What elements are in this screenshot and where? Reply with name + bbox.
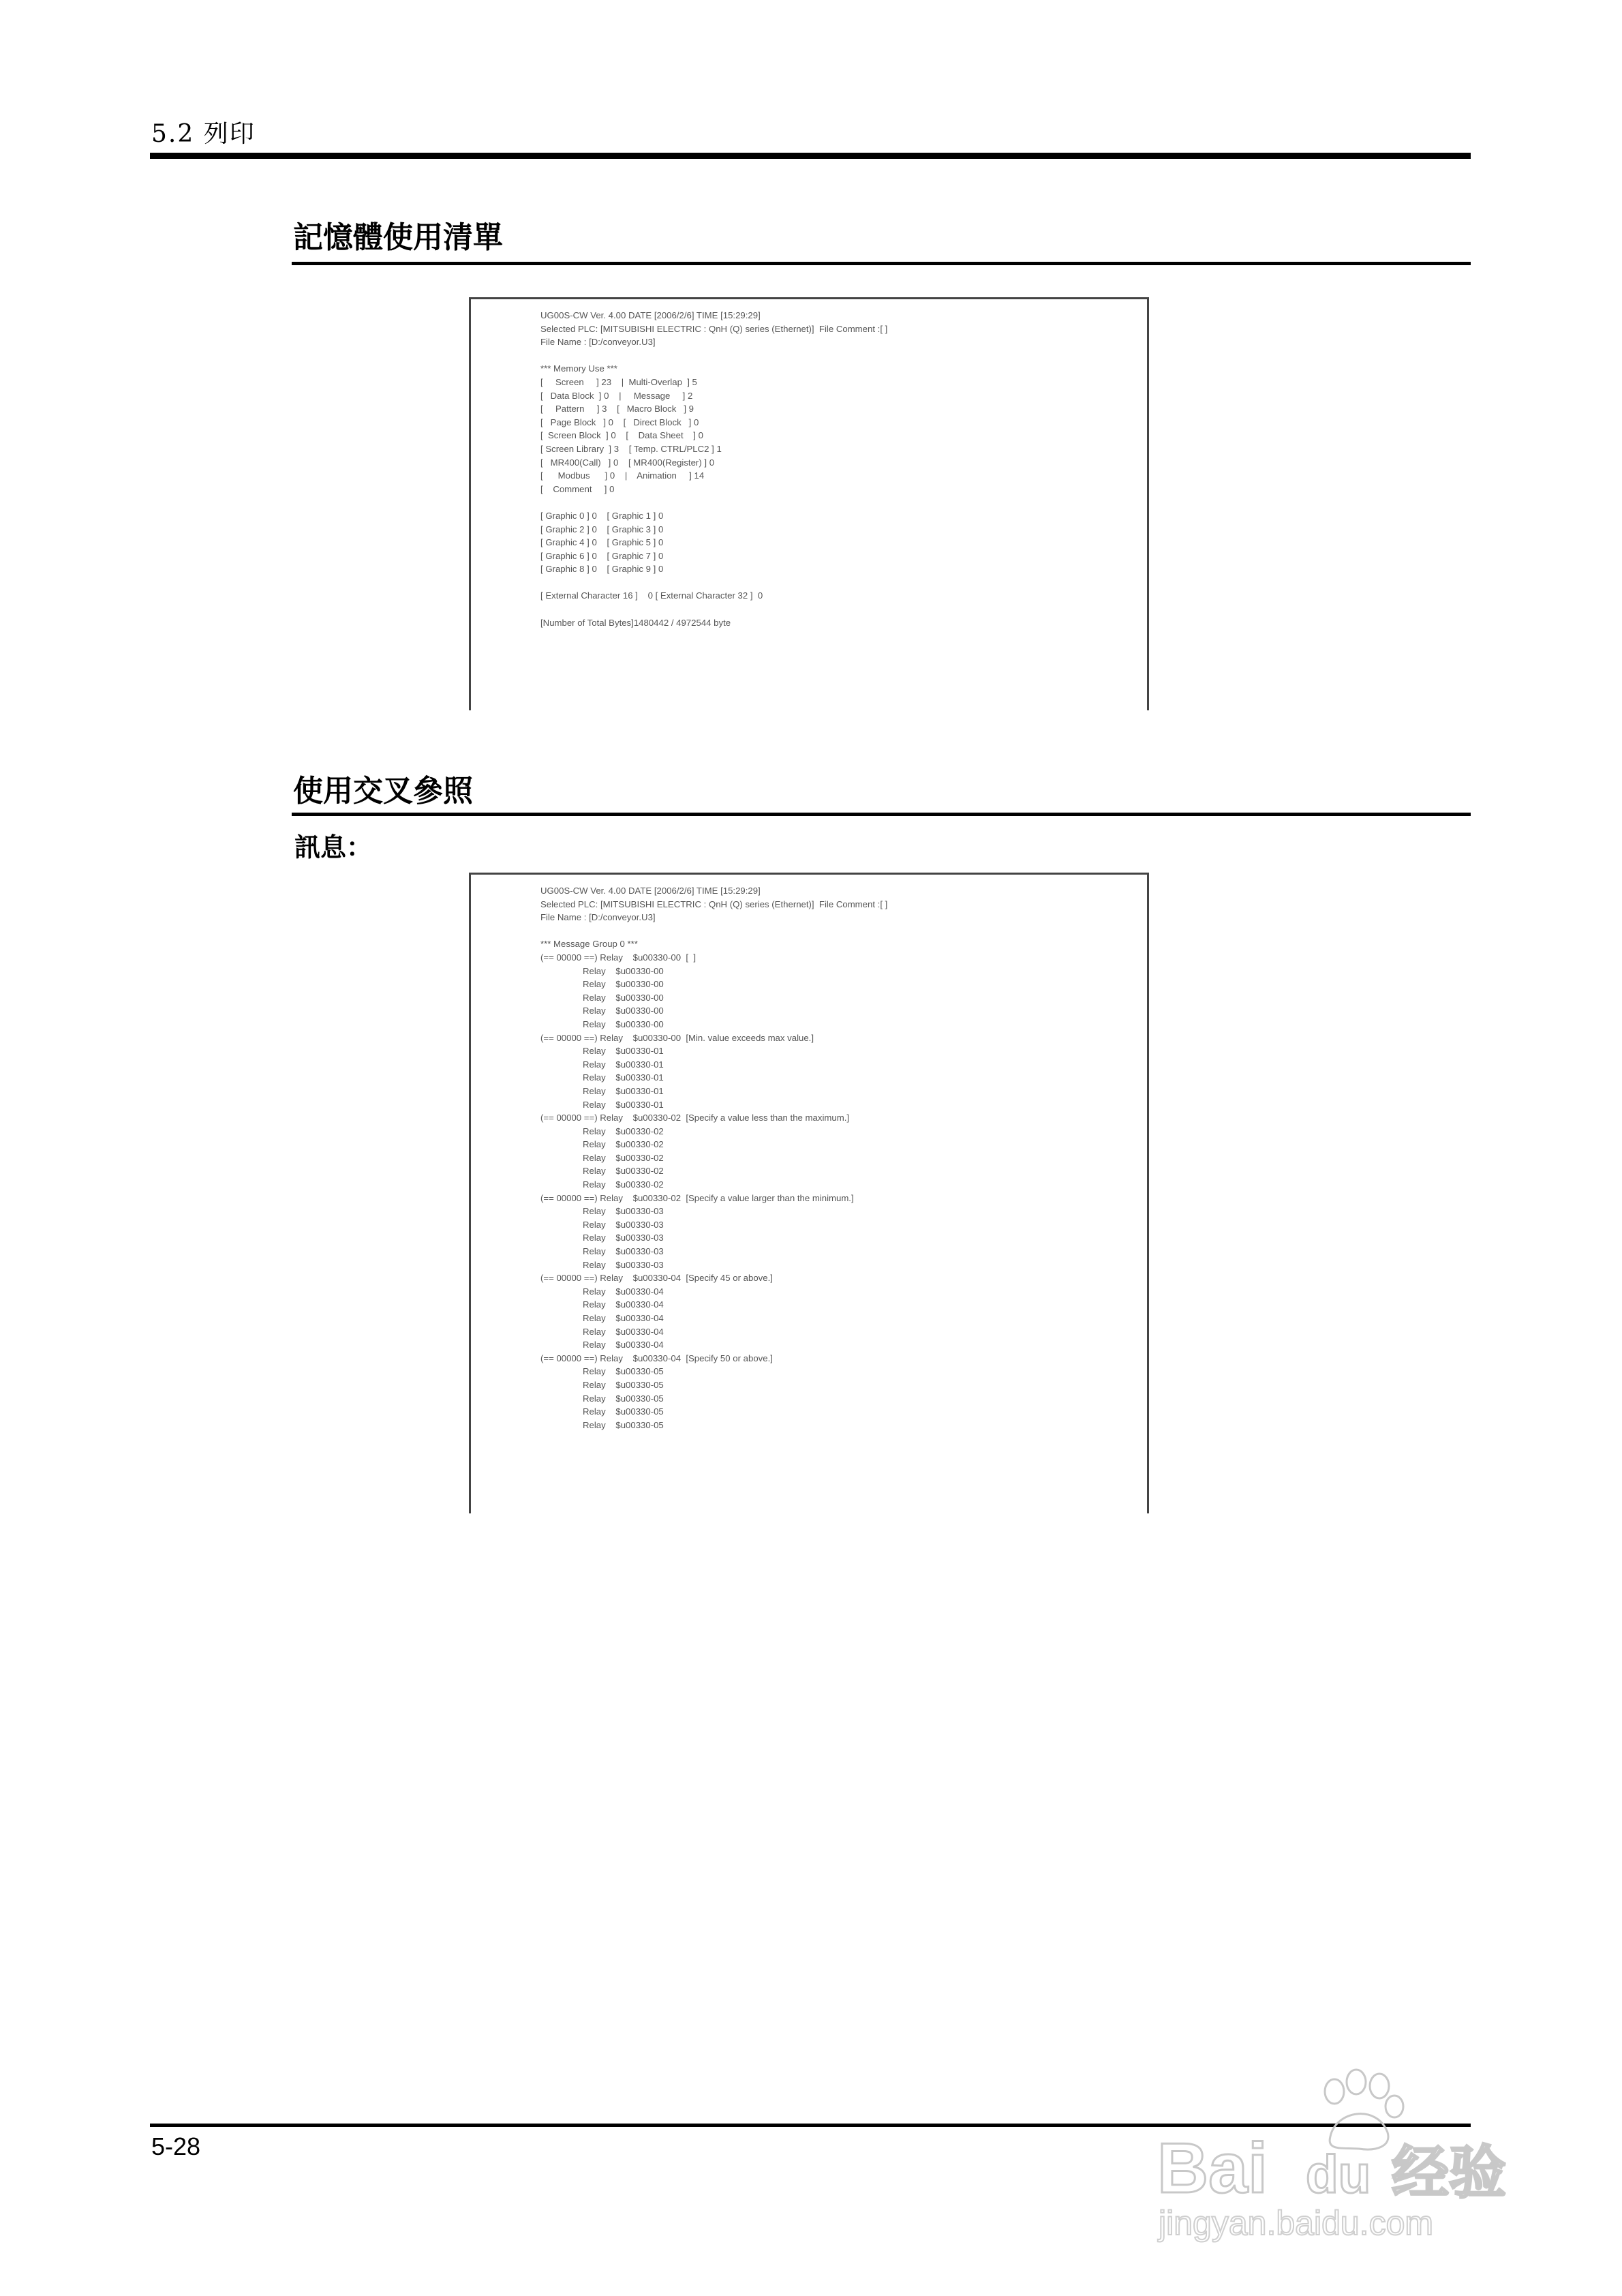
cross-reference-item: Relay $u00330-03 [583,1206,664,1217]
memory-list-line: [ Graphic 6 ] 0 [ Graphic 7 ] 0 [540,550,664,561]
cross-reference-item: Relay $u00330-03 [583,1259,664,1270]
svg-text:Bai: Bai [1157,2129,1268,2208]
page-number: 5-28 [151,2132,201,2160]
memory-list-text [540,309,1133,629]
message-sub-label: 訊息： [294,832,373,862]
cross-reference-item: Relay $u00330-04 [583,1313,664,1323]
cross-reference-item: Relay $u00330-00 [583,992,664,1003]
baidu-jingyan-watermark [1152,2056,1533,2247]
cross-reference-header-line: *** Message Group 0 *** [540,939,638,950]
memory-list-line: [ Page Block ] 0 [ Direct Block ] 0 [540,417,699,427]
cross-reference-item: Relay $u00330-02 [583,1126,664,1136]
cross-reference-item: Relay $u00330-01 [583,1085,664,1096]
cross-reference-header-line: Selected PLC: [MITSUBISHI ELECTRIC : QnH (Q) series (Ethernet)] File Comment :[ ] [540,898,888,909]
svg-text:du: du [1306,2144,1371,2204]
cross-reference-item: Relay $u00330-05 [583,1419,664,1430]
cross-reference-group-head: (== 00000 ==) Relay $u00330-02 [Specify a value less than the maximum.] [540,1113,850,1123]
cross-reference-item: Relay $u00330-03 [583,1219,664,1230]
memory-list-line: [ Data Block ] 0 | Message ] 2 [540,390,693,401]
cross-reference-item: Relay $u00330-02 [583,1179,664,1190]
memory-list-line: Selected PLC: [MITSUBISHI ELECTRIC : QnH (Q) series (Ethernet)] File Comment :[ ] [540,323,888,334]
memory-list-line: [ Comment ] 0 [540,483,615,494]
memory-list-line: [ Modbus ] 0 | Animation ] 14 [540,470,705,481]
cross-reference-group-head: (== 00000 ==) Relay $u00330-04 [Specify 45 or above.] [540,1273,773,1284]
cross-reference-group-head: (== 00000 ==) Relay $u00330-00 [Min. value exceeds max value.] [540,1032,814,1043]
memory-list-line: [ Screen Block ] 0 [ Data Sheet ] 0 [540,430,703,441]
header-rule [150,153,1471,159]
memory-list-line [540,576,1133,590]
memory-list-line: [ MR400(Call) ] 0 [ MR400(Register) ] 0 [540,457,715,468]
memory-list-line [540,603,1133,616]
memory-list-line: [ Graphic 8 ] 0 [ Graphic 9 ] 0 [540,564,664,575]
cross-reference-item: Relay $u00330-04 [583,1299,664,1310]
cross-reference-printout [469,873,1149,1513]
cross-reference-group-head: (== 00000 ==) Relay $u00330-02 [Specify a value larger than the minimum.] [540,1192,854,1203]
cross-reference-item: Relay $u00330-00 [583,1006,664,1016]
cross-reference-item: Relay $u00330-03 [583,1233,664,1243]
memory-list-line: [ Pattern ] 3 [ Macro Block ] 9 [540,404,694,414]
memory-list-line: File Name : [D:/conveyor.U3] [540,337,656,348]
cross-reference-item: Relay $u00330-00 [583,1018,664,1029]
svg-text:经验: 经验 [1392,2139,1507,2206]
cross-reference-item: Relay $u00330-05 [583,1379,664,1390]
cross-reference-item: Relay $u00330-03 [583,1246,664,1257]
memory-list-line: [ Graphic 0 ] 0 [ Graphic 1 ] 0 [540,510,664,521]
cross-reference-item: Relay $u00330-04 [583,1326,664,1337]
memory-list-line: [ External Character 16 ] 0 [ External Character 32 ] 0 [540,590,763,601]
memory-list-line: [ Graphic 4 ] 0 [ Graphic 5 ] 0 [540,537,664,548]
cross-reference-item: Relay $u00330-05 [583,1366,664,1377]
svg-text:jingyan.baidu.com: jingyan.baidu.com [1159,2204,1434,2242]
cross-reference-item: Relay $u00330-04 [583,1286,664,1297]
page-header-section: 5.2 列印 [151,120,256,148]
memory-list-line: [ Screen ] 23 | Multi-Overlap ] 5 [540,376,697,387]
cross-reference-title: 使用交叉參照 [293,774,473,809]
cross-reference-item: Relay $u00330-00 [583,965,664,976]
cross-reference-header-line: File Name : [D:/conveyor.U3] [540,912,656,923]
cross-reference-rule [292,813,1471,816]
memory-list-line: [Number of Total Bytes]1480442 / 4972544 byte [540,617,731,628]
cross-reference-item: Relay $u00330-01 [583,1099,664,1110]
cross-reference-header-line: UG00S-CW Ver. 4.00 DATE [2006/2/6] TIME [15:29:29] [540,886,761,896]
memory-list-rule [292,262,1471,265]
cross-reference-group-head: (== 00000 ==) Relay $u00330-00 [ ] [540,952,697,963]
memory-list-line [540,349,1133,363]
cross-reference-item: Relay $u00330-05 [583,1406,664,1417]
cross-reference-item: Relay $u00330-02 [583,1166,664,1177]
memory-list-line: *** Memory Use *** [540,363,617,374]
cross-reference-item: Relay $u00330-02 [583,1139,664,1150]
memory-list-line: UG00S-CW Ver. 4.00 DATE [2006/2/6] TIME [15:29:29] [540,310,761,320]
cross-reference-header-line [540,924,1133,938]
memory-list-line [540,496,1133,509]
cross-reference-item: Relay $u00330-05 [583,1393,664,1404]
cross-reference-item: Relay $u00330-01 [583,1046,664,1057]
memory-list-printout [469,297,1149,710]
cross-reference-item: Relay $u00330-01 [583,1059,664,1070]
cross-reference-item: Relay $u00330-01 [583,1072,664,1083]
memory-list-title: 記憶體使用清單 [293,220,503,255]
memory-list-line: [ Screen Library ] 3 [ Temp. CTRL/PLC2 ] 1 [540,443,722,454]
memory-list-line: [ Graphic 2 ] 0 [ Graphic 3 ] 0 [540,524,664,534]
cross-reference-group-head: (== 00000 ==) Relay $u00330-04 [Specify 50 or above.] [540,1353,773,1363]
cross-reference-item: Relay $u00330-04 [583,1340,664,1350]
cross-reference-text [540,884,1133,1432]
cross-reference-item: Relay $u00330-02 [583,1152,664,1163]
cross-reference-item: Relay $u00330-00 [583,979,664,990]
